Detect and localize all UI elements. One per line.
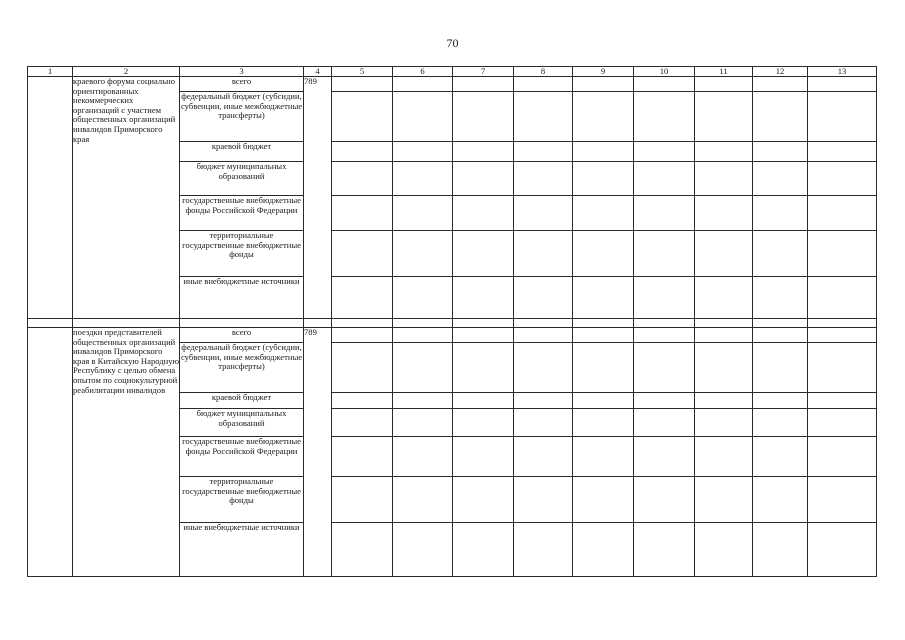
source-cell: всего — [180, 77, 304, 92]
page-number: 70 — [446, 36, 459, 50]
index-cell — [28, 77, 73, 319]
column-number: 12 — [753, 67, 808, 77]
column-number: 5 — [332, 67, 393, 77]
column-number: 6 — [393, 67, 453, 77]
source-cell: федеральный бюджет (субсидии, субвенции, иные межбюджетные трансферты) — [180, 343, 304, 393]
column-number: 2 — [73, 67, 180, 77]
source-cell: федеральный бюджет (субсидии, субвенции, иные межбюджетные трансферты) — [180, 92, 304, 142]
header-row — [28, 67, 877, 77]
source-cell: территориальные государственные внебюджетные фонды — [180, 477, 304, 523]
column-number: 3 — [180, 67, 304, 77]
source-cell: бюджет муниципальных образований — [180, 162, 304, 196]
source-cell: территориальные государственные внебюджетные фонды — [180, 231, 304, 277]
code-cell: 789 — [304, 328, 332, 577]
source-cell: иные внебюджетные источники — [180, 277, 304, 319]
column-number: 8 — [514, 67, 573, 77]
activity-description: краевого форума социально ориентированных некоммерческих организаций с участием общественных организаций инвалидов Приморского края — [73, 77, 180, 319]
code-cell: 789 — [304, 77, 332, 319]
activity-description: поездки представителей общественных организаций инвалидов Приморского края в Китайскую Народную Республику с целью обмена опытом по социокультурной реабилитации инвалидов — [73, 328, 180, 577]
column-number: 9 — [573, 67, 634, 77]
column-number: 1 — [28, 67, 73, 77]
column-number: 10 — [634, 67, 695, 77]
column-number: 13 — [808, 67, 877, 77]
source-cell: государственные внебюджетные фонды Российской Федерации — [180, 196, 304, 231]
source-cell: всего — [180, 328, 304, 343]
column-number: 7 — [453, 67, 514, 77]
source-cell: бюджет муниципальных образований — [180, 409, 304, 437]
budget-table — [27, 66, 877, 577]
table-row — [28, 77, 877, 92]
source-cell: краевой бюджет — [180, 393, 304, 409]
table-row — [28, 328, 877, 343]
index-cell — [28, 328, 73, 577]
source-cell: краевой бюджет — [180, 142, 304, 162]
source-cell: иные внебюджетные источники — [180, 523, 304, 577]
column-number: 4 — [304, 67, 332, 77]
source-cell: государственные внебюджетные фонды Российской Федерации — [180, 437, 304, 477]
column-number: 11 — [695, 67, 753, 77]
